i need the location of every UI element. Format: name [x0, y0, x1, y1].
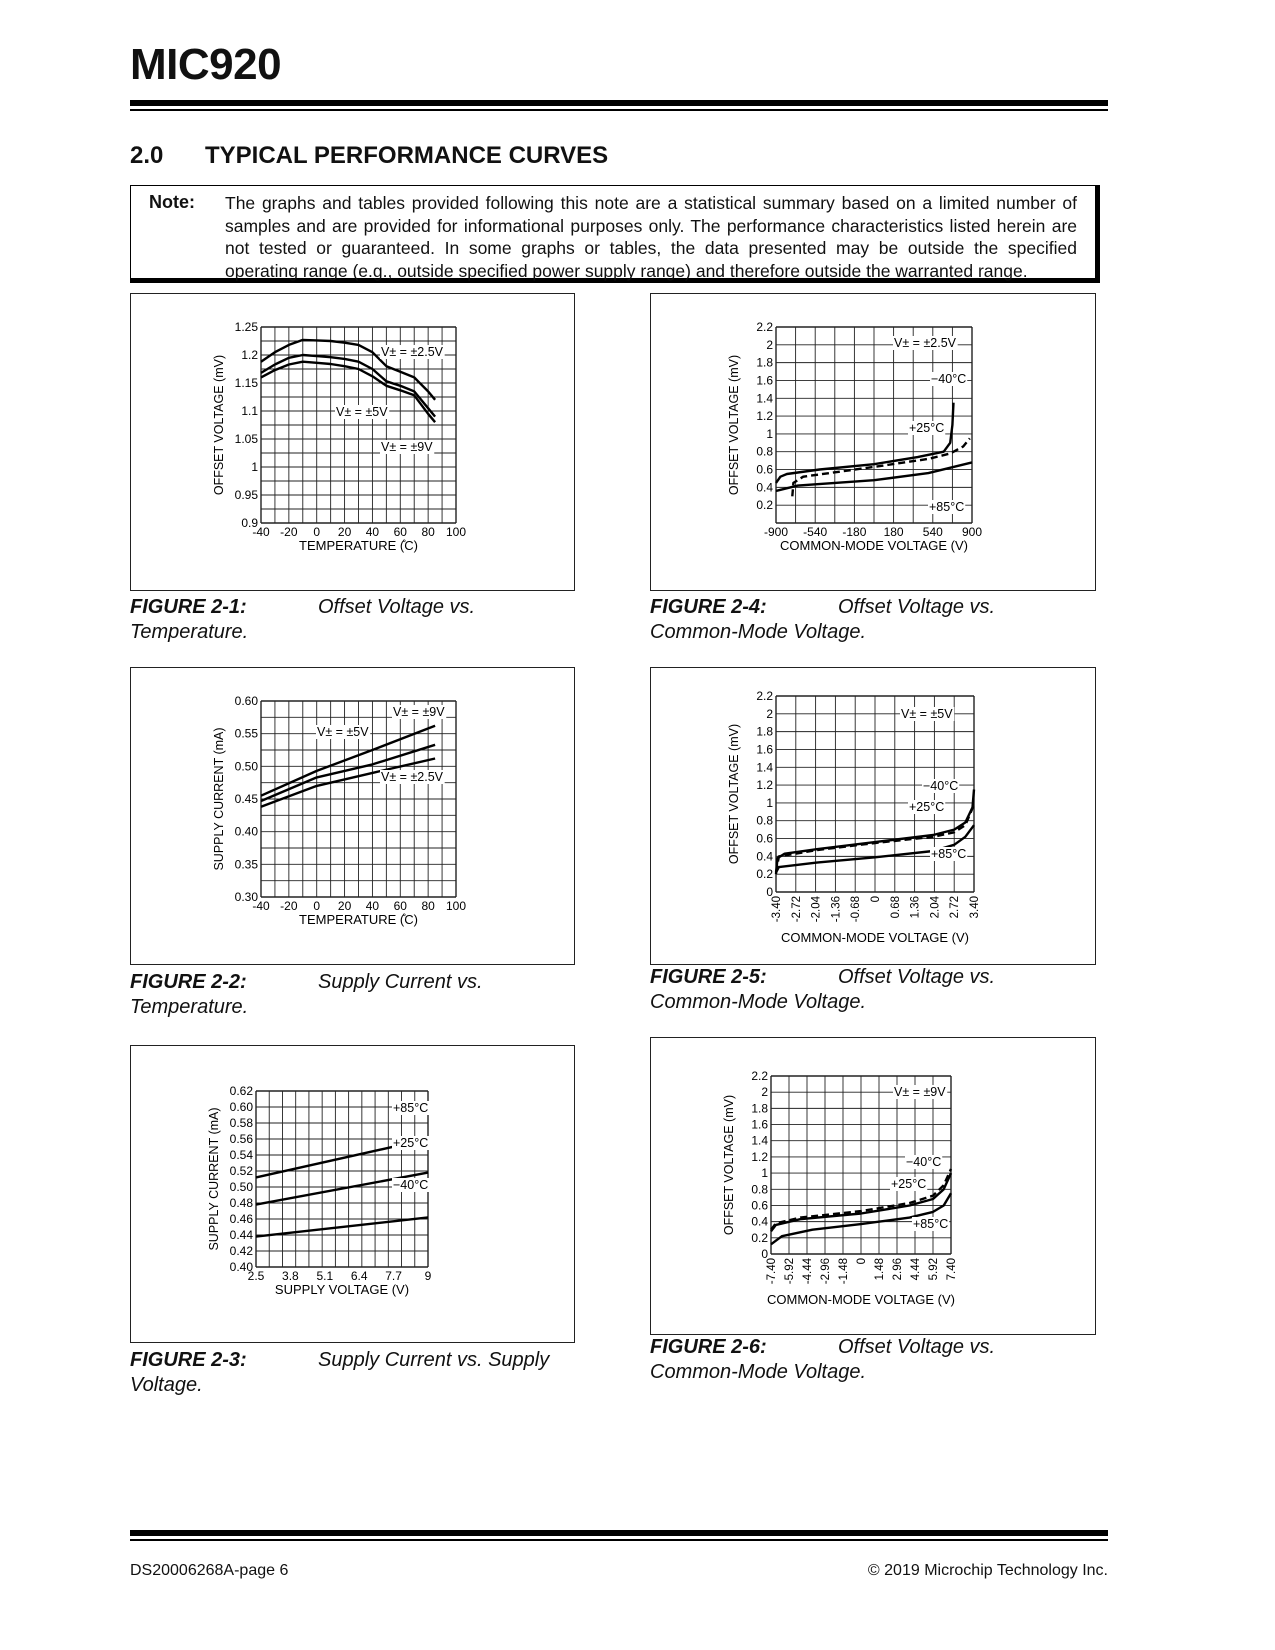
y-tick-label: 0.4	[756, 480, 773, 495]
figure-2-1-caption	[130, 595, 475, 645]
y-tick-label: 0.60	[229, 1100, 253, 1114]
x-tick-label: 40	[365, 899, 380, 913]
figure-title: Offset Voltage vs.	[838, 596, 996, 618]
series-annotation: +25°C	[393, 1136, 429, 1150]
figure-2-5-chart	[650, 667, 1096, 965]
y-tick-label: 1.05	[234, 432, 258, 446]
footer-rule	[130, 1530, 1108, 1536]
y-tick-label: 1	[251, 460, 258, 474]
x-tick-label: 3.8	[282, 1269, 299, 1283]
series-annotation: +25°C	[909, 800, 945, 814]
y-tick-label: 1.2	[241, 348, 258, 362]
series-annotation: V± = ±9V	[393, 705, 445, 719]
x-tick-label: 7.7	[385, 1269, 402, 1283]
x-tick-label: -20	[280, 899, 298, 913]
x-tick-label: 80	[421, 525, 435, 539]
series-annotation: +25°C	[909, 421, 945, 435]
y-tick-label: 0.9	[241, 516, 258, 530]
figure-title-2: Temperature.	[130, 996, 249, 1018]
x-tick-label: -1.36	[830, 896, 843, 923]
x-tick-label: -3.40	[771, 896, 783, 923]
y-tick-label: 0.2	[751, 1230, 768, 1245]
x-tick-label: 7.40	[946, 1258, 958, 1281]
x-tick-label: 0.68	[889, 896, 902, 919]
y-tick-label: 0.46	[229, 1212, 253, 1226]
series-annotation: +85°C	[913, 1217, 949, 1231]
x-tick-label: 20	[337, 525, 352, 539]
x-tick-label: -0.68	[850, 896, 863, 923]
x-axis-label: COMMON-MODE VOLTAGE (V)	[766, 1292, 956, 1307]
figure-2-3-caption	[130, 1348, 549, 1398]
note-label: Note:	[149, 192, 195, 212]
series-annotation: V± = ±9V	[381, 440, 433, 454]
y-tick-label: 0.30	[234, 890, 258, 904]
y-tick-label: 0.4	[756, 849, 773, 864]
figure-2-2-caption	[130, 970, 483, 1020]
x-tick-label: 2.72	[949, 896, 962, 919]
series-annotation: −40°C	[393, 1178, 429, 1192]
figure-label: FIGURE 2-1:	[130, 596, 247, 618]
y-tick-label: 2	[766, 706, 773, 721]
y-tick-label: 0.60	[234, 694, 258, 708]
series-line-0	[776, 403, 954, 483]
y-tick-label: 0.50	[234, 759, 258, 774]
chart-fig2-5	[651, 668, 1097, 966]
figure-label: FIGURE 2-5:	[650, 966, 767, 988]
series-line-2	[256, 1217, 428, 1236]
x-axis-label: TEMPERATURE (̊C)	[299, 912, 418, 927]
y-tick-label: 0.62	[229, 1084, 253, 1098]
x-tick-label: 4.44	[910, 1258, 922, 1281]
figure-2-5-caption	[650, 965, 995, 1015]
document-title: MIC920	[130, 40, 282, 89]
x-tick-label: 2.04	[929, 896, 942, 919]
x-tick-label: 9	[424, 1269, 432, 1283]
x-tick-label: 6.4	[350, 1269, 368, 1283]
y-tick-label: 0.6	[751, 1198, 768, 1213]
x-tick-label: -7.40	[766, 1258, 778, 1285]
note-text: The graphs and tables provided following this note are a statistical summary based on a limited number of samples and are provided for informational purposes only. The performance characteristics listed herein are not tested or guaranteed. In some graphs or tables, the data presented may be outside the specified operating range (e.g., outside specified power supply range) and therefore outside the warranted range.	[225, 193, 1077, 281]
y-tick-label: 0.40	[229, 1260, 253, 1274]
figure-title: Offset Voltage vs.	[838, 966, 996, 988]
figure-title: Offset Voltage vs.	[318, 596, 476, 618]
figure-label: FIGURE 2-3:	[130, 1349, 247, 1371]
y-tick-label: 1.1	[241, 404, 258, 418]
x-axis-label: COMMON-MODE VOLTAGE (V)	[779, 538, 969, 553]
x-tick-label: 60	[393, 525, 407, 539]
y-tick-label: 2.2	[756, 689, 773, 703]
series-annotation: V± = ±9V	[894, 1085, 946, 1099]
x-tick-label: 5.92	[928, 1258, 940, 1281]
section-title: TYPICAL PERFORMANCE CURVES	[205, 142, 609, 169]
figure-2-2-chart	[130, 667, 575, 965]
figure-label: FIGURE 2-2:	[130, 971, 247, 993]
y-tick-label: 1.2	[751, 1149, 768, 1164]
y-tick-label: 1.25	[234, 320, 258, 334]
figure-2-1-chart	[130, 293, 575, 591]
x-tick-label: 40	[365, 525, 380, 539]
x-tick-label: 900	[961, 525, 983, 539]
footer-copyright: © 2019 Microchip Technology Inc.	[867, 1562, 1108, 1579]
x-tick-label: 60	[393, 899, 407, 913]
x-tick-label: -20	[280, 525, 298, 539]
x-tick-label: -40	[252, 525, 270, 539]
figure-title-2: Voltage.	[130, 1374, 203, 1396]
x-tick-label: 0	[856, 1258, 868, 1265]
chart-fig2-2	[131, 668, 576, 966]
y-axis-label: OFFSET VOLTAGE (mV)	[727, 723, 741, 865]
note-box	[130, 185, 1100, 283]
series-annotation: −40°C	[931, 372, 967, 386]
x-axis-label: TEMPERATURE (̊C)	[299, 538, 418, 553]
series-annotation: −40°C	[923, 779, 959, 793]
chart-fig2-6	[651, 1038, 1097, 1336]
x-tick-label: 180	[883, 525, 904, 539]
x-axis-label: COMMON-MODE VOLTAGE (V)	[780, 930, 970, 945]
x-tick-label: -2.96	[820, 1258, 832, 1285]
x-tick-label: 80	[421, 899, 435, 913]
y-tick-label: 1.4	[751, 1133, 768, 1148]
x-tick-label: -40	[252, 899, 270, 913]
header-rule	[130, 100, 1108, 106]
section-heading	[130, 142, 608, 170]
figure-2-3-chart	[130, 1045, 575, 1343]
y-tick-label: 0.6	[756, 831, 773, 846]
y-tick-label: 2	[761, 1085, 768, 1100]
series-annotation: −40°C	[906, 1155, 942, 1169]
figure-2-4-chart	[650, 293, 1096, 591]
x-tick-label: 20	[337, 899, 352, 913]
series-annotation: +85°C	[393, 1101, 429, 1115]
figure-title-2: Common-Mode Voltage.	[650, 991, 867, 1013]
y-tick-label: 1.8	[756, 724, 773, 739]
series-annotation: +25°C	[891, 1177, 927, 1191]
y-tick-label: 2.2	[751, 1069, 768, 1083]
y-tick-label: 0.8	[751, 1182, 768, 1197]
figure-title: Supply Current vs.	[318, 971, 483, 993]
y-tick-label: 1.6	[756, 742, 773, 757]
x-tick-label: 5.1	[316, 1269, 334, 1283]
figure-title: Supply Current vs. Supply	[318, 1349, 550, 1371]
y-tick-label: 1.6	[756, 373, 773, 388]
y-tick-label: 1.6	[751, 1117, 768, 1132]
chart-fig2-4	[651, 294, 1097, 592]
y-tick-label: 0.2	[756, 867, 773, 882]
x-tick-label: 0	[870, 896, 882, 903]
x-tick-label: -4.44	[802, 1258, 814, 1285]
x-tick-label: -2.04	[810, 896, 823, 923]
series-annotation: +85°C	[931, 847, 967, 861]
y-axis-label: SUPPLY CURRENT (mA)	[212, 727, 226, 871]
y-tick-label: 0.35	[234, 857, 258, 872]
y-tick-label: 2	[766, 337, 773, 352]
y-tick-label: 0.4	[751, 1214, 768, 1229]
x-tick-label: 2.5	[247, 1269, 265, 1283]
chart-fig2-1	[131, 294, 576, 592]
section-number: 2.0	[130, 142, 164, 169]
y-tick-label: 1.4	[756, 391, 773, 406]
x-tick-label: -180	[842, 525, 867, 539]
y-tick-label: 0.56	[229, 1132, 253, 1146]
figure-2-6-caption	[650, 1335, 995, 1385]
y-tick-label: 0.40	[234, 824, 258, 839]
y-tick-label: 0.52	[229, 1164, 253, 1178]
y-tick-label: 0.2	[756, 498, 773, 513]
x-tick-label: -5.92	[784, 1258, 796, 1285]
chart-fig2-3	[131, 1046, 576, 1344]
x-axis-label: SUPPLY VOLTAGE (V)	[274, 1282, 410, 1297]
figure-label: FIGURE 2-4:	[650, 596, 767, 618]
y-tick-label: 0.48	[229, 1196, 253, 1210]
y-axis-label: OFFSET VOLTAGE (mV)	[212, 354, 226, 496]
x-tick-label: -540	[803, 525, 828, 539]
y-tick-label: 1.15	[234, 376, 258, 390]
series-annotation: V± = ±2.5V	[381, 345, 444, 359]
x-tick-label: 100	[445, 525, 467, 539]
y-tick-label: 2.2	[756, 320, 773, 334]
figure-2-4-caption	[650, 595, 995, 645]
figure-label: FIGURE 2-6:	[650, 1336, 767, 1358]
series-annotation: +85°C	[929, 500, 965, 514]
y-tick-label: 0.8	[756, 444, 773, 459]
x-tick-label: 540	[922, 525, 943, 539]
footer-rule-thin	[130, 1539, 1108, 1541]
x-tick-label: 100	[445, 899, 467, 913]
y-tick-label: 1.2	[756, 778, 773, 793]
x-tick-label: 2.96	[892, 1258, 904, 1281]
y-tick-label: 1	[766, 795, 773, 810]
figure-title-2: Temperature.	[130, 621, 249, 643]
x-tick-label: 0	[313, 899, 321, 913]
y-tick-label: 0.95	[234, 488, 258, 502]
y-tick-label: 0.6	[756, 462, 773, 477]
series-annotation: V± = ±2.5V	[381, 770, 444, 784]
figure-title-2: Common-Mode Voltage.	[650, 621, 867, 643]
y-tick-label: 1.8	[751, 1101, 768, 1116]
x-tick-label: 1.48	[874, 1258, 886, 1281]
series-annotation: V± = ±5V	[901, 707, 953, 721]
x-tick-label: 1.36	[909, 896, 922, 919]
x-tick-label: -1.48	[838, 1258, 850, 1285]
x-tick-label: 3.40	[969, 896, 981, 919]
y-tick-label: 1	[761, 1166, 768, 1181]
y-tick-label: 0.45	[234, 792, 258, 806]
header-rule-thin	[130, 109, 1108, 111]
y-axis-label: OFFSET VOLTAGE (mV)	[722, 1094, 736, 1236]
footer-doc-id: DS20006268A-page 6	[130, 1562, 289, 1579]
y-tick-label: 0.58	[229, 1116, 253, 1130]
y-axis-label: OFFSET VOLTAGE (mV)	[727, 354, 741, 496]
x-tick-label: 0	[313, 525, 321, 539]
y-tick-label: 0	[766, 885, 773, 899]
y-tick-label: 1.4	[756, 760, 773, 775]
y-tick-label: 1	[766, 426, 773, 441]
y-tick-label: 0.55	[234, 726, 258, 741]
figure-title: Offset Voltage vs.	[838, 1336, 996, 1358]
series-annotation: V± = ±5V	[336, 405, 388, 419]
y-tick-label: 0.50	[229, 1180, 253, 1194]
y-tick-label: 1.8	[756, 355, 773, 370]
x-tick-label: -900	[763, 525, 789, 539]
y-tick-label: 0.54	[229, 1148, 253, 1162]
series-annotation: V± = ±2.5V	[894, 336, 957, 350]
y-axis-label: SUPPLY CURRENT (mA)	[207, 1107, 221, 1251]
y-tick-label: 0.8	[756, 813, 773, 828]
y-tick-label: 0.44	[229, 1228, 253, 1242]
figure-title-2: Common-Mode Voltage.	[650, 1361, 867, 1383]
x-tick-label: -2.72	[790, 896, 803, 923]
y-tick-label: 0.42	[229, 1244, 253, 1258]
y-tick-label: 0	[761, 1247, 768, 1261]
y-tick-label: 1.2	[756, 409, 773, 424]
figure-2-6-chart	[650, 1037, 1096, 1335]
series-annotation: V± = ±5V	[317, 725, 369, 739]
